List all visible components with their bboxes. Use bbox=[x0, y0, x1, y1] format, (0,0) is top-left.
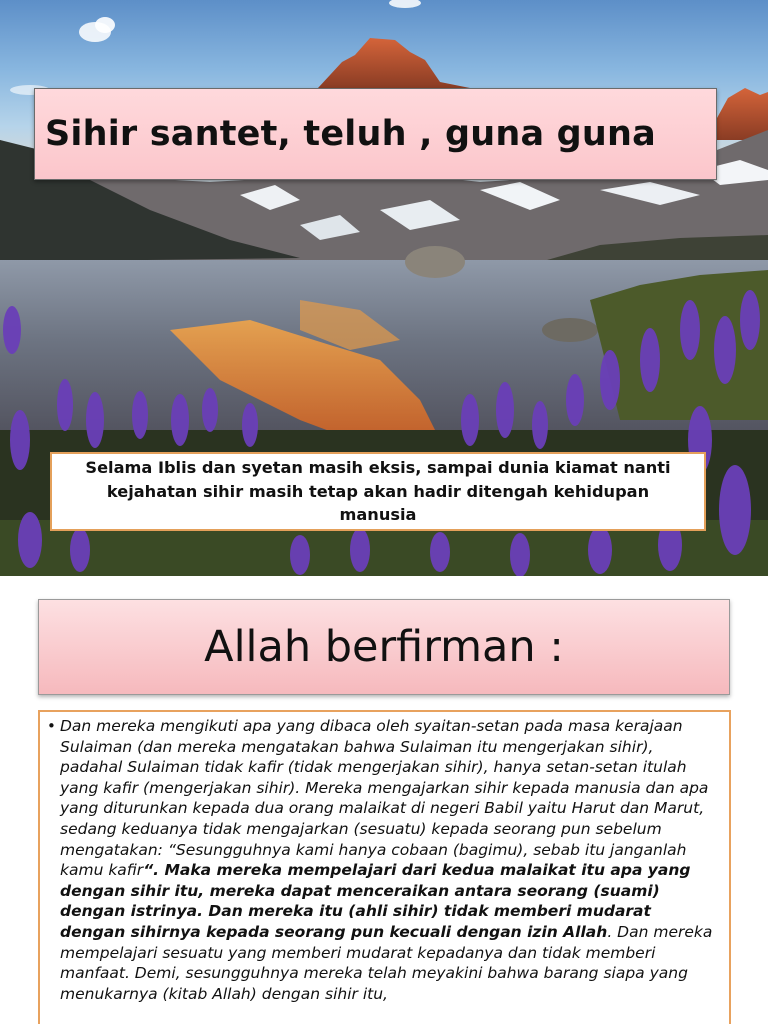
verse-text-part-1: Dan mereka mengikuti apa yang dibaca oleh syaitan-setan pada masa kerajaan Sulaiman (dan mereka mengatakan bahwa Sulaiman itu mengerjakan sihir), padahal Sulaiman tidak kafir (tidak mengerjakan sihir), hanya setan-setan itulah yang kafir (mengerjakan sihir). Mereka mengajarkan sihir kepada manusia dan apa yang diturunkan kepada dua orang malaikat di negeri Babil yaitu Harut dan Marut, sedang keduanya tidak mengajarkan (sesuatu) kepada seorang pun sebelum mengatakan: “Sesungguhnya kami hanya cobaan (bagimu), sebab itu janganlah kamu kafir bbox=[60, 717, 709, 880]
verse-text-part-3: . Dan mereka mempelajari sesuatu yang memberi mudarat kepadanya dan tidak memberi manfaat. Demi, sesungguhnya mereka telah meyakini bahwa barang siapa yang menukarnya (kitab Allah) dengan sihir itu, bbox=[60, 922, 713, 1003]
verse-text-part-2-bold: “. Maka mereka mempelajari dari kedua malaikat itu apa yang dengan sihir itu, mereka dapat menceraikan antara seorang (suami) dengan istrinya. Dan mereka itu (ahli sihir) tidak memberi mudarat dengan sihirnya kepada seorang pun kecuali dengan izin Allah bbox=[60, 861, 691, 941]
title-box bbox=[34, 88, 717, 180]
bullet-marker: • bbox=[47, 717, 56, 735]
slide-heading: Allah berfirman : bbox=[204, 622, 564, 672]
heading-box bbox=[38, 599, 730, 695]
slide-caption: Selama Iblis dan syetan masih eksis, sampai dunia kiamat nanti kejahatan sihir masih tetap akan hadir ditengah kehidupan manusia bbox=[85, 458, 671, 525]
content-box bbox=[38, 710, 731, 1024]
caption-box bbox=[50, 452, 706, 531]
verse-paragraph bbox=[60, 716, 719, 1004]
slide-title: Sihir santet, teluh , guna guna bbox=[45, 114, 656, 154]
